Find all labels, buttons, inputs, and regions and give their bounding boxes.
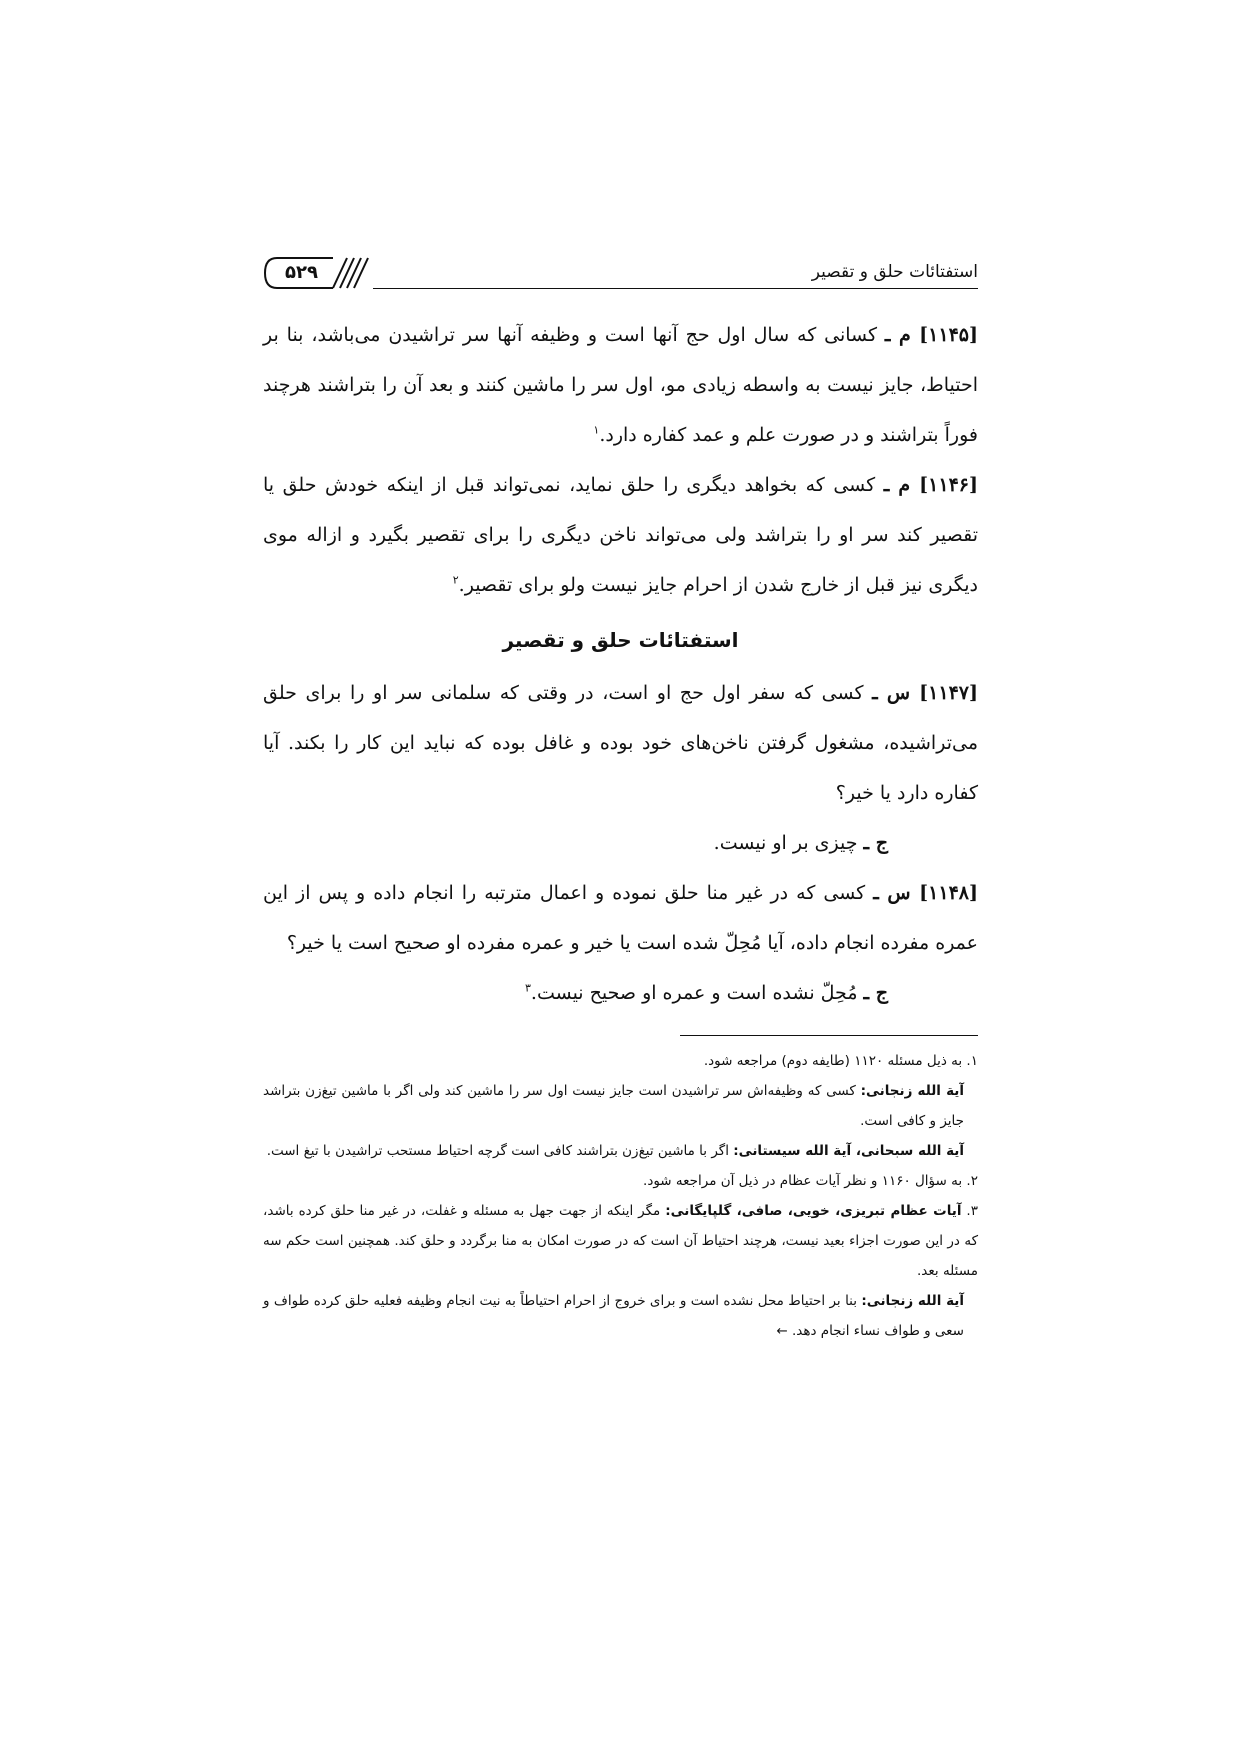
answer-paragraph bbox=[263, 818, 978, 868]
footnote-lead: ۲. bbox=[962, 1173, 978, 1189]
ruling-text: کسانی که سال اول حج آنها است و وظیفه آنها سر تراشیدن می‌باشد، بنا بر احتیاط، جایز نیست به واسطه زیادی مو، اول سر را ماشین کنند و بعد آن را بتراشند هرچند فوراً بتراشند و در صورت علم و عمد کفاره دارد. bbox=[263, 324, 978, 446]
footnote-authority: آیة الله زنجانی: bbox=[860, 1083, 964, 1099]
rulings-block bbox=[263, 310, 978, 610]
page-number-badge bbox=[263, 256, 371, 290]
footnote-item bbox=[263, 1196, 978, 1286]
footnote-text: مگر اینکه از جهت جهل به مسئله و غفلت، در غیر منا حلق کرده باشد، که در این صورت اجزاء بعید نیست، هرچند احتیاط آن است که در صورت امکان به منا برگردد و حلق کند. همچنین است حکم سه مسئله بعد. bbox=[263, 1203, 978, 1279]
footnote-item bbox=[263, 1286, 978, 1346]
answer-text: مُحِلّ نشده است و عمره او صحیح نیست. bbox=[530, 982, 864, 1004]
footnote-mark: ۱ bbox=[593, 423, 600, 437]
footnote-authority: آیات عظام تبریزی، خویی، صافی، گلپایگانی: bbox=[665, 1203, 962, 1219]
footnote-text: اگر با ماشین تیغ‌زن بتراشند کافی است گرچه احتیاط مستحب تراشیدن با تیغ است. bbox=[266, 1143, 734, 1159]
question-number: [۱۱۴۷] س ـ bbox=[872, 682, 978, 704]
footnote-lead: ۱. bbox=[962, 1053, 978, 1069]
answer-label: ج ـ bbox=[863, 832, 888, 854]
ruling-number: [۱۱۴۶] م ـ bbox=[883, 474, 978, 496]
header-rule bbox=[373, 288, 978, 289]
footnote-item bbox=[263, 1076, 978, 1136]
footnote-text: به ذیل مسئله ۱۱۲۰ (طایفه دوم) مراجعه شود. bbox=[703, 1053, 963, 1069]
answer-paragraph bbox=[263, 968, 978, 1018]
footnote-item bbox=[263, 1136, 978, 1166]
footnote-item bbox=[263, 1166, 978, 1196]
ruling-paragraph bbox=[263, 310, 978, 460]
section-title: استفتائات حلق و تقصیر bbox=[502, 628, 739, 652]
qa-block bbox=[263, 668, 978, 1018]
question-text: کسی که سفر اول حج او است، در وقتی که سلمانی سر او را برای حلق می‌تراشیده، مشغول گرفتن ناخن‌های خود بوده و غافل بوده که نباید این کار را بکند. آیا کفاره دارد یا خیر؟ bbox=[263, 682, 978, 804]
answer-text: چیزی بر او نیست. bbox=[713, 832, 864, 854]
footnote-authority: آیة الله زنجانی: bbox=[861, 1293, 964, 1309]
answer-label: ج ـ bbox=[863, 982, 888, 1004]
question-paragraph bbox=[263, 868, 978, 968]
question-text: کسی که در غیر منا حلق نموده و اعمال مترتبه را انجام داده و پس از این عمره مفرده انجام داده، آیا مُحِلّ شده است یا خیر و عمره مفرده او صحیح است یا خیر؟ bbox=[263, 882, 978, 954]
footnote-mark: ۳ bbox=[525, 981, 531, 995]
footnote-text: بنا بر احتیاط محل نشده است و برای خروج از احرام احتیاطاً به نیت انجام وظیفه فعلیه حلق کرده طواف و سعی و طواف نساء انجام دهد. ← bbox=[263, 1293, 964, 1339]
question-paragraph bbox=[263, 668, 978, 818]
footnotes bbox=[263, 1046, 978, 1346]
ruling-paragraph bbox=[263, 460, 978, 610]
footnote-separator bbox=[680, 1035, 978, 1036]
page-header bbox=[263, 256, 978, 296]
running-title: استفتائات حلق و تقصیر bbox=[811, 262, 978, 282]
ruling-text: کسی که بخواهد دیگری را حلق نماید، نمی‌تواند قبل از اینکه خودش حلق یا تقصیر کند سر او را بتراشد ولی می‌تواند ناخن دیگری را برای تقصیر بگیرد و ازاله موی دیگری نیز قبل از خارج شدن از احرام جایز نیست ولو برای تقصیر. bbox=[263, 474, 978, 596]
footnote-item bbox=[263, 1046, 978, 1076]
ruling-number: [۱۱۴۵] م ـ bbox=[884, 324, 978, 346]
question-number: [۱۱۴۸] س ـ bbox=[873, 882, 978, 904]
footnote-authority: آیة الله سبحانی، آیة الله سیستانی: bbox=[733, 1143, 964, 1159]
footnote-text: کسی که وظیفه‌اش سر تراشیدن است جایز نیست اول سر را ماشین کند ولی اگر با ماشین تیغ‌زن بتراشد جایز و کافی است. bbox=[263, 1083, 964, 1129]
footnote-lead: ۳. bbox=[961, 1203, 978, 1219]
footnote-mark: ۲ bbox=[452, 573, 459, 587]
footnote-text: به سؤال ۱۱۶۰ و نظر آیات عظام در ذیل آن مراجعه شود. bbox=[643, 1173, 963, 1189]
page-number: ۵۲۹ bbox=[285, 262, 318, 283]
